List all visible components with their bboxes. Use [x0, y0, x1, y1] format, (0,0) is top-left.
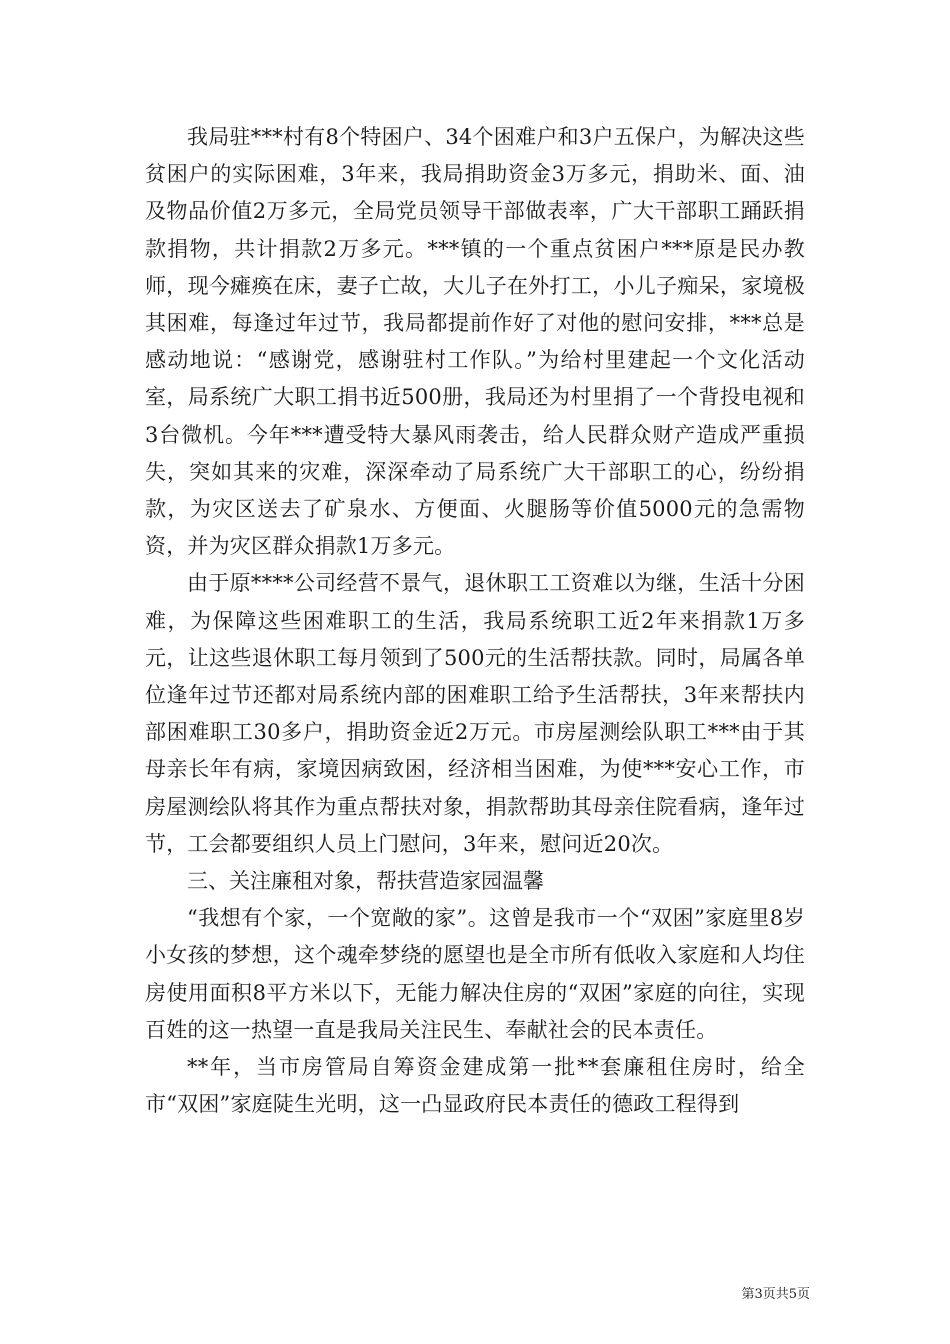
body-paragraph-4: **年，当市房管局自筹资金建成第一批**套廉租住房时，给全市“双困”家庭陡生光明，这一凸显政府民本责任的德政工程得到	[145, 1055, 805, 1117]
section-heading: 三、关注廉租对象，帮扶营造家园温馨	[187, 869, 544, 894]
document-body	[145, 119, 805, 1123]
body-paragraph-1: 我局驻***村有8个特困户、34个困难户和3户五保户，为解决这些贫困户的实际困难，3年来，我局捐助资金3万多元，捐助米、面、油及物品价值2万多元，全局党员领导干部做表率，广大干部职工踊跃捐款捐物，共计捐款2万多元。***镇的一个重点贫困户***原是民办教师，现今瘫痪在床，妻子亡故，大儿子在外打工，小儿子痴呆，家境极其困难，每逢过年过节，我局都提前作好了对他的慰问安排，***总是感动地说：“感谢党，感谢驻村工作队。”为给村里建起一个文化活动室，局系统广大职工捐书近500册，我局还为村里捐了一个背投电视和3台微机。今年***遭受特大暴风雨袭击，给人民群众财产造成严重损失，突如其来的灾难，深深牵动了局系统广大干部职工的心，纷纷捐款，为灾区送去了矿泉水、方便面、火腿肠等价值5000元的急需物资，并为灾区群众捐款1万多元。	[145, 125, 805, 559]
page-number-footer: 第3页共5页	[741, 1287, 810, 1302]
body-paragraph-3: “我想有个家，一个宽敞的家”。这曾是我市一个“双困”家庭里8岁小女孩的梦想，这个魂牵梦绕的愿望也是全市所有低收入家庭和人均住房使用面积8平方米以下，无能力解决住房的“双困”家庭的向往，实现百姓的这一热望一直是我局关注民生、奉献社会的民本责任。	[145, 906, 805, 1042]
body-paragraph-2: 由于原****公司经营不景气，退休职工工资难以为继，生活十分困难，为保障这些困难职工的生活，我局系统职工近2年来捐款1万多元，让这些退休职工每月领到了500元的生活帮扶款。同时，局属各单位逢年过节还都对局系统内部的困难职工给予生活帮扶，3年来帮扶内部困难职工30多户，捐助资金近2万元。市房屋测绘队职工***由于其母亲长年有病，家境因病致困，经济相当困难，为使***安心工作，市房屋测绘队将其作为重点帮扶对象，捐款帮助其母亲住院看病，逢年过节，工会都要组织人员上门慰问，3年来，慰问近20次。	[145, 571, 805, 856]
